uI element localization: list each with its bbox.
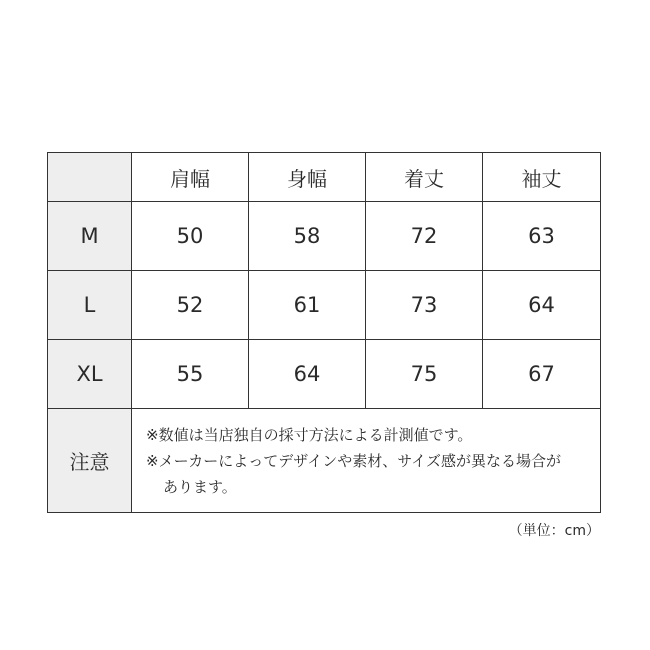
table-cell: 75 — [366, 340, 483, 409]
note-text — [132, 409, 601, 513]
table-cell: 73 — [366, 271, 483, 340]
table-cell: 55 — [132, 340, 249, 409]
table-cell: 58 — [249, 202, 366, 271]
table-cell: 52 — [132, 271, 249, 340]
table-row — [48, 271, 601, 340]
note-row — [48, 409, 601, 513]
note-line: あります。 — [163, 477, 237, 496]
column-header-sleeve-length: 袖丈 — [483, 153, 601, 202]
table-cell: 63 — [483, 202, 601, 271]
table-cell: 72 — [366, 202, 483, 271]
unit-label: （単位：cm） — [508, 523, 600, 539]
column-header-shoulder-width: 肩幅 — [132, 153, 249, 202]
table-cell: 64 — [249, 340, 366, 409]
note-line: ※数値は当店独自の採寸方法による計測値です。 — [146, 425, 473, 444]
table-cell: 67 — [483, 340, 601, 409]
row-label-m: M — [48, 202, 132, 271]
corner-cell — [48, 153, 132, 202]
column-header-body-width: 身幅 — [249, 153, 366, 202]
column-header-length: 着丈 — [366, 153, 483, 202]
header-row — [48, 153, 601, 202]
table-row — [48, 340, 601, 409]
row-label-xl: XL — [48, 340, 132, 409]
table-cell: 50 — [132, 202, 249, 271]
table-cell: 64 — [483, 271, 601, 340]
row-label-l: L — [48, 271, 132, 340]
table-row — [48, 202, 601, 271]
size-chart-table — [47, 152, 601, 513]
note-label: 注意 — [48, 409, 132, 513]
note-line: ※メーカーによってデザインや素材、サイズ感が異なる場合が — [146, 451, 562, 470]
table-cell: 61 — [249, 271, 366, 340]
